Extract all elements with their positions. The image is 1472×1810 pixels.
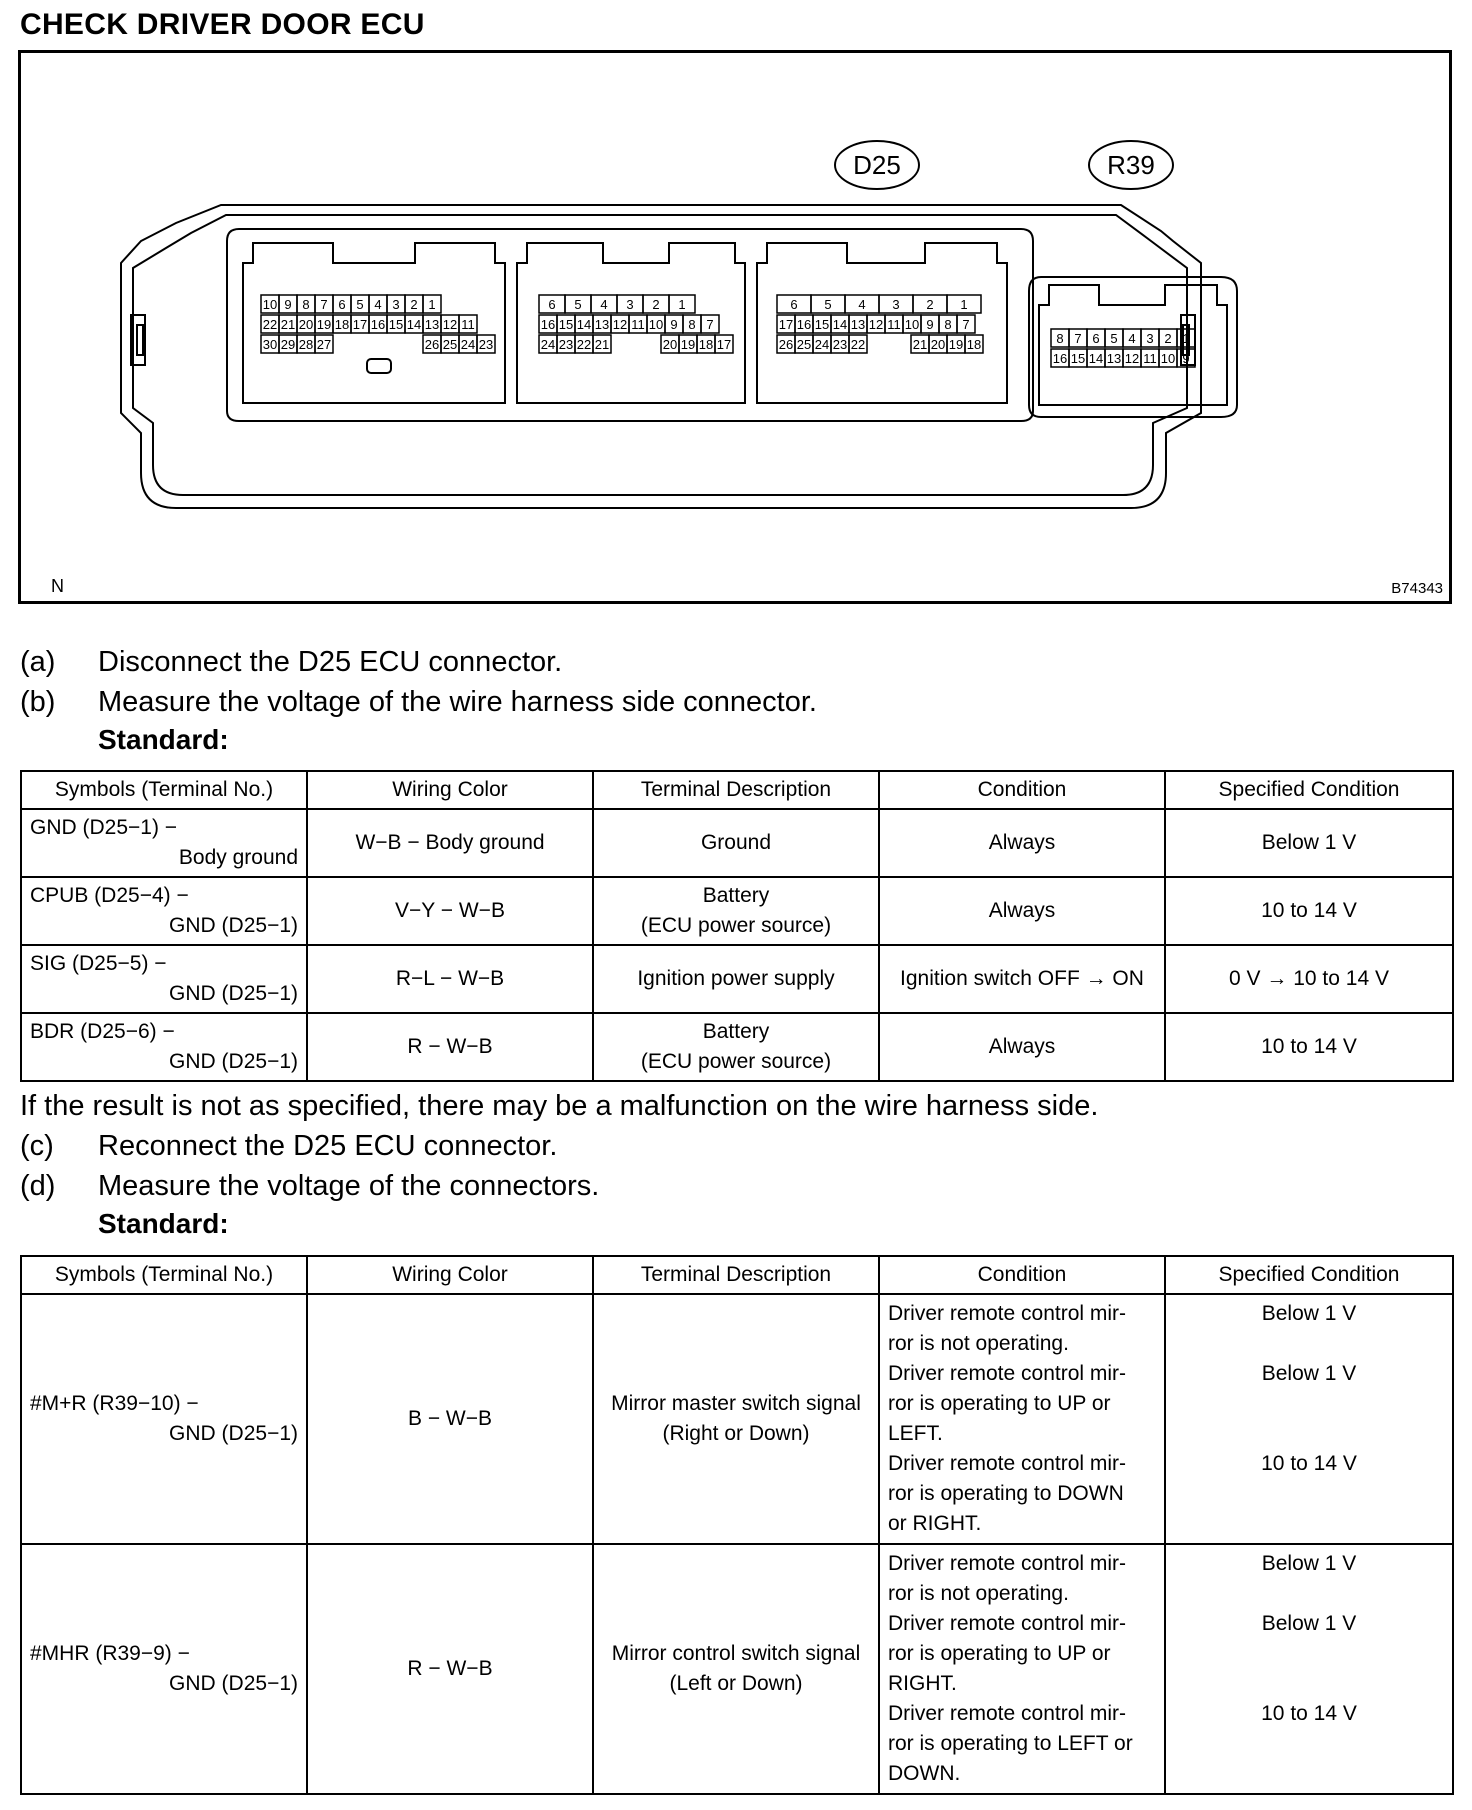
- d25-b1-row2-pin-number: 17: [352, 317, 368, 332]
- cell-specified-condition: [1165, 1294, 1453, 1544]
- d25-b1-row1-pin-number: 7: [320, 297, 328, 312]
- r39-row1-pin-number: 3: [1146, 331, 1154, 346]
- d25-b2-row3-pin-number: 24: [540, 337, 556, 352]
- description-line-2: (ECU power source): [640, 914, 832, 937]
- d25-b1-row1-pin-number: 10: [262, 297, 278, 312]
- d25-b2-row2-pin-number: 11: [631, 317, 645, 332]
- condition-line: or RIGHT.: [888, 1512, 982, 1535]
- d25-b1-row2-pin-number: 22: [262, 317, 278, 332]
- cell-terminal-description: [593, 1544, 879, 1794]
- symbol-reference: GND (D25−1): [169, 914, 298, 937]
- d25-b3-row2-pin-number: 8: [944, 317, 952, 332]
- d25-b3-row1-pin-number: 4: [858, 297, 866, 312]
- condition-line: Driver remote control mir-: [888, 1612, 1127, 1635]
- d25-b3-row2-pin-number: 14: [832, 317, 848, 332]
- step-c: [20, 1128, 557, 1164]
- cell-specified-condition: Below 1 V: [1165, 809, 1453, 877]
- symbol-terminal: SIG (D25−5) −: [30, 952, 167, 975]
- symbol-terminal: GND (D25−1) −: [30, 816, 178, 839]
- connector-label: D25: [853, 150, 901, 180]
- d25-b1-row2-pin-number: 21: [280, 317, 296, 332]
- symbol-terminal: BDR (D25−6) −: [30, 1020, 175, 1043]
- d25-b1-row3-pin-number: 26: [424, 337, 440, 352]
- d25-b3-row2-pin-number: 12: [868, 317, 884, 332]
- cell-specified-condition: [1165, 1544, 1453, 1794]
- step-text: Measure the voltage of the wire harness side connector.: [98, 686, 817, 718]
- d25-b1-row3-pin-number: 29: [280, 337, 296, 352]
- description-line-1: Ground: [700, 831, 772, 854]
- table-row: [21, 1013, 1453, 1081]
- d25-b3-row3-pin-number: 23: [832, 337, 848, 352]
- r39-row1-pin-number: 5: [1110, 331, 1118, 346]
- step-a: [20, 644, 562, 680]
- d25-b1-key-slot: [367, 359, 391, 373]
- d25-b1-row1-pin-number: 4: [374, 297, 382, 312]
- cell-specified-condition: 10 to 14 V: [1165, 1013, 1453, 1081]
- d25-b2-row2-pin-number: 13: [594, 317, 610, 332]
- condition-line: Driver remote control mir-: [888, 1362, 1127, 1385]
- condition-line: Driver remote control mir-: [888, 1302, 1127, 1325]
- condition-line: ror is operating to LEFT or: [888, 1732, 1133, 1755]
- d25-b2-row3-pin-number: 21: [594, 337, 610, 352]
- symbol-reference: GND (D25−1): [169, 1422, 298, 1445]
- symbol-reference: GND (D25−1): [169, 982, 298, 1005]
- condition-line: Driver remote control mir-: [888, 1552, 1127, 1575]
- r39-row2-pin-number: 13: [1106, 351, 1122, 366]
- cell-condition: Always: [879, 1013, 1165, 1081]
- spec-value: Below 1 V: [1261, 1362, 1357, 1385]
- d25-b1-row2-pin-number: 16: [370, 317, 386, 332]
- table-row: [21, 1294, 1453, 1544]
- description-line-1: Mirror master switch signal: [611, 1392, 861, 1415]
- spec-entry: [1174, 1699, 1444, 1789]
- d25-b1-row2-pin-number: 19: [316, 317, 332, 332]
- cell-condition: Always: [879, 809, 1165, 877]
- d25-b3-row3-pin-number: 19: [948, 337, 964, 352]
- d25-b1-row2-pin-number: 14: [406, 317, 422, 332]
- d25-b3-row1-pin-number: 2: [926, 297, 934, 312]
- d25-b2-row1-pin-number: 4: [600, 297, 608, 312]
- d25-b3-row1-pin-number: 5: [824, 297, 832, 312]
- r39-row1-pin-number: 1: [1182, 331, 1190, 346]
- d25-b3-row3-pin-number: 24: [814, 337, 830, 352]
- condition-line: DOWN.: [888, 1762, 961, 1785]
- condition-line: ror is not operating.: [888, 1582, 1069, 1605]
- d25-b2-row3-pin-number: 23: [558, 337, 574, 352]
- header-condition: Condition: [879, 1256, 1165, 1294]
- cell-symbol: [21, 1294, 307, 1544]
- cell-terminal-description: [593, 1294, 879, 1544]
- cell-wiring-color: R − W−B: [307, 1013, 593, 1081]
- header-condition: Condition: [879, 771, 1165, 809]
- d25-b1-row1-pin-number: 2: [410, 297, 418, 312]
- d25-b3-row2-pin-number: 10: [904, 317, 920, 332]
- d25-b3-row2-pin-number: 11: [887, 317, 901, 332]
- spec-entry: [1174, 1609, 1444, 1699]
- cell-terminal-description: [593, 945, 879, 1013]
- description-line-2: (ECU power source): [640, 1050, 832, 1073]
- ecu-connector-diagram: [21, 53, 1455, 607]
- spec-entry: [1174, 1449, 1444, 1539]
- d25-b1-row2-pin-number: 11: [461, 317, 475, 332]
- d25-b3-row1-pin-number: 6: [790, 297, 798, 312]
- cell-wiring-color: V−Y − W−B: [307, 877, 593, 945]
- d25-b1-row1-pin-number: 6: [338, 297, 346, 312]
- d25-b3-row3-pin-number: 21: [912, 337, 928, 352]
- r39-row1-pin-number: 6: [1092, 331, 1100, 346]
- d25-b3-row2-pin-number: 7: [962, 317, 970, 332]
- result-note: If the result is not as specified, there may be a malfunction on the wire harness side.: [20, 1090, 1099, 1122]
- r39-row2-pin-number: 16: [1052, 351, 1068, 366]
- header-wiring-color: Wiring Color: [307, 771, 593, 809]
- step-text: Disconnect the D25 ECU connector.: [98, 646, 563, 678]
- cell-terminal-description: [593, 877, 879, 945]
- condition-line: Driver remote control mir-: [888, 1702, 1127, 1725]
- condition-entry: [888, 1609, 1156, 1699]
- description-line-1: Battery: [702, 1020, 770, 1043]
- d25-b1-row2-pin-number: 13: [424, 317, 440, 332]
- cell-symbol: [21, 877, 307, 945]
- page-title: CHECK DRIVER DOOR ECU: [20, 8, 425, 41]
- condition-line: ror is operating to DOWN: [888, 1482, 1124, 1505]
- d25-b1-row1-pin-number: 8: [302, 297, 310, 312]
- spec-value: Below 1 V: [1261, 1302, 1357, 1325]
- condition-line: Driver remote control mir-: [888, 1452, 1127, 1475]
- spec-value: 10 to 14 V: [1261, 1452, 1357, 1475]
- spec-entry: [1174, 1549, 1444, 1609]
- cell-symbol: [21, 1013, 307, 1081]
- step-d: [20, 1168, 599, 1204]
- d25-b2-row3-pin-number: 17: [716, 337, 732, 352]
- description-line-1: Mirror control switch signal: [611, 1642, 861, 1665]
- d25-b3-row3-pin-number: 18: [966, 337, 982, 352]
- header-wiring-color: Wiring Color: [307, 1256, 593, 1294]
- d25-b3-row1-pin-number: 3: [892, 297, 900, 312]
- spec-value: Below 1 V: [1261, 1612, 1357, 1635]
- d25-b2-row1-pin-number: 5: [574, 297, 582, 312]
- r39-row1-pin-number: 2: [1164, 331, 1172, 346]
- header-symbols: Symbols (Terminal No.): [21, 1256, 307, 1294]
- r39-row2-pin-number: 15: [1070, 351, 1086, 366]
- d25-b2-row1-pin-number: 1: [678, 297, 686, 312]
- d25-b2-row3-pin-number: 19: [680, 337, 696, 352]
- d25-b2-row1-pin-number: 3: [626, 297, 634, 312]
- d25-b2-row2-pin-number: 15: [558, 317, 574, 332]
- description-line-1: Ignition power supply: [637, 967, 835, 990]
- d25-b1-row3-pin-number: 23: [478, 337, 494, 352]
- r39-row1-pin-number: 8: [1056, 331, 1064, 346]
- description-line-1: Battery: [702, 884, 770, 907]
- d25-b3-row1-pin-number: 1: [960, 297, 968, 312]
- cell-symbol: [21, 945, 307, 1013]
- cell-specified-condition: 0 V → 10 to 14 V: [1165, 945, 1453, 1013]
- cell-condition: Ignition switch OFF → ON: [879, 945, 1165, 1013]
- d25-b2-row2-pin-number: 7: [706, 317, 714, 332]
- d25-b2-row2-pin-number: 10: [648, 317, 664, 332]
- symbol-terminal: #M+R (R39−10) −: [30, 1392, 199, 1415]
- step-label: (b): [20, 686, 56, 718]
- d25-b3-row2-pin-number: 17: [778, 317, 794, 332]
- r39-row2-pin-number: 9: [1182, 351, 1190, 366]
- cell-condition: [879, 1544, 1165, 1794]
- header-specified-condition: Specified Condition: [1165, 1256, 1453, 1294]
- d25-b1-row3-pin-number: 30: [262, 337, 278, 352]
- cell-terminal-description: [593, 1013, 879, 1081]
- d25-b1-row2-pin-number: 12: [442, 317, 458, 332]
- table-row: [21, 1544, 1453, 1794]
- spec-value: Below 1 V: [1261, 1552, 1357, 1575]
- spec-value: 10 to 14 V: [1261, 1702, 1357, 1725]
- step-text: Reconnect the D25 ECU connector.: [98, 1130, 558, 1162]
- r39-row1-pin-number: 7: [1074, 331, 1082, 346]
- figure-corner-label-left: N: [51, 576, 64, 596]
- condition-line: ror is operating to UP or: [888, 1392, 1111, 1415]
- r39-row2-pin-number: 12: [1124, 351, 1140, 366]
- step-label: (a): [20, 646, 56, 678]
- d25-b3-row2-pin-number: 9: [926, 317, 934, 332]
- figure-code: B74343: [1391, 580, 1443, 597]
- condition-entry: [888, 1299, 1156, 1359]
- table-row: [21, 809, 1453, 877]
- d25-b2-row3-pin-number: 22: [576, 337, 592, 352]
- d25-b1-row1-pin-number: 9: [284, 297, 292, 312]
- spec-table-connectors: [20, 1255, 1454, 1795]
- d25-b1-row1-pin-number: 5: [356, 297, 364, 312]
- step-b: [20, 684, 817, 720]
- table-header-row: [21, 771, 1453, 809]
- spec-table-harness-side: [20, 770, 1454, 1082]
- r39-row2-pin-number: 11: [1143, 351, 1157, 366]
- d25-b1-row3-pin-number: 28: [298, 337, 314, 352]
- condition-entry: [888, 1449, 1156, 1539]
- cell-terminal-description: [593, 809, 879, 877]
- step-label: (c): [20, 1130, 54, 1162]
- standard-label: Standard:: [98, 1208, 229, 1239]
- cell-condition: [879, 1294, 1165, 1544]
- d25-b2-row2-pin-number: 9: [670, 317, 678, 332]
- header-terminal-description: Terminal Description: [593, 771, 879, 809]
- header-symbols: Symbols (Terminal No.): [21, 771, 307, 809]
- symbol-terminal: CPUB (D25−4) −: [30, 884, 189, 907]
- r39-row1-pin-number: 4: [1128, 331, 1136, 346]
- ecu-connector-figure: [18, 50, 1452, 604]
- d25-b2-row2-pin-number: 8: [688, 317, 696, 332]
- d25-b2-row2-pin-number: 16: [540, 317, 556, 332]
- d25-b2-row1-pin-number: 2: [652, 297, 660, 312]
- d25-b1-row3-pin-number: 24: [460, 337, 476, 352]
- symbol-reference: GND (D25−1): [169, 1050, 298, 1073]
- spec-entry: [1174, 1299, 1444, 1359]
- cell-wiring-color: W−B − Body ground: [307, 809, 593, 877]
- condition-line: ror is operating to UP or: [888, 1642, 1111, 1665]
- condition-entry: [888, 1699, 1156, 1789]
- cell-symbol: [21, 809, 307, 877]
- d25-b3-row3-pin-number: 25: [796, 337, 812, 352]
- d25-b1-row2-pin-number: 20: [298, 317, 314, 332]
- d25-b3-row2-pin-number: 13: [850, 317, 866, 332]
- d25-b2-row1-pin-number: 6: [548, 297, 556, 312]
- cell-wiring-color: B − W−B: [307, 1294, 593, 1544]
- condition-entry: [888, 1359, 1156, 1449]
- d25-b1-row3-pin-number: 25: [442, 337, 458, 352]
- connector-label: R39: [1107, 150, 1155, 180]
- d25-b3-row3-pin-number: 20: [930, 337, 946, 352]
- step-text: Measure the voltage of the connectors.: [98, 1170, 600, 1202]
- d25-b3-row2-pin-number: 15: [814, 317, 830, 332]
- table-row: [21, 877, 1453, 945]
- d25-b3-row3-pin-number: 26: [778, 337, 794, 352]
- standard-label: Standard:: [98, 724, 229, 755]
- spec-entry: [1174, 1359, 1444, 1449]
- cell-symbol: [21, 1544, 307, 1794]
- d25-b2-row2-pin-number: 14: [576, 317, 592, 332]
- header-terminal-description: Terminal Description: [593, 1256, 879, 1294]
- d25-b2-row3-pin-number: 18: [698, 337, 714, 352]
- condition-line: LEFT.: [888, 1422, 943, 1445]
- cell-wiring-color: R−L − W−B: [307, 945, 593, 1013]
- symbol-reference: GND (D25−1): [169, 1672, 298, 1695]
- d25-b2-row3-pin-number: 20: [662, 337, 678, 352]
- step-label: (d): [20, 1170, 56, 1202]
- condition-line: RIGHT.: [888, 1672, 957, 1695]
- d25-b2-row2-pin-number: 12: [612, 317, 628, 332]
- cell-condition: Always: [879, 877, 1165, 945]
- condition-line: ror is not operating.: [888, 1332, 1069, 1355]
- r39-row2-pin-number: 10: [1160, 351, 1176, 366]
- description-line-2: (Left or Down): [669, 1672, 803, 1695]
- d25-b1-row1-pin-number: 3: [392, 297, 400, 312]
- d25-b3-row3-pin-number: 22: [850, 337, 866, 352]
- table-row: [21, 945, 1453, 1013]
- cell-specified-condition: 10 to 14 V: [1165, 877, 1453, 945]
- d25-b1-row3-pin-number: 27: [316, 337, 332, 352]
- r39-row2-pin-number: 14: [1088, 351, 1104, 366]
- d25-b1-row1-pin-number: 1: [428, 297, 436, 312]
- left-tab-slot: [137, 325, 143, 355]
- table-header-row: [21, 1256, 1453, 1294]
- d25-b3-row2-pin-number: 16: [796, 317, 812, 332]
- d25-b1-row2-pin-number: 18: [334, 317, 350, 332]
- symbol-reference: Body ground: [178, 846, 298, 869]
- cell-wiring-color: R − W−B: [307, 1544, 593, 1794]
- description-line-2: (Right or Down): [662, 1422, 810, 1445]
- symbol-terminal: #MHR (R39−9) −: [30, 1642, 190, 1665]
- d25-b1-row2-pin-number: 15: [388, 317, 404, 332]
- header-specified-condition: Specified Condition: [1165, 771, 1453, 809]
- condition-entry: [888, 1549, 1156, 1609]
